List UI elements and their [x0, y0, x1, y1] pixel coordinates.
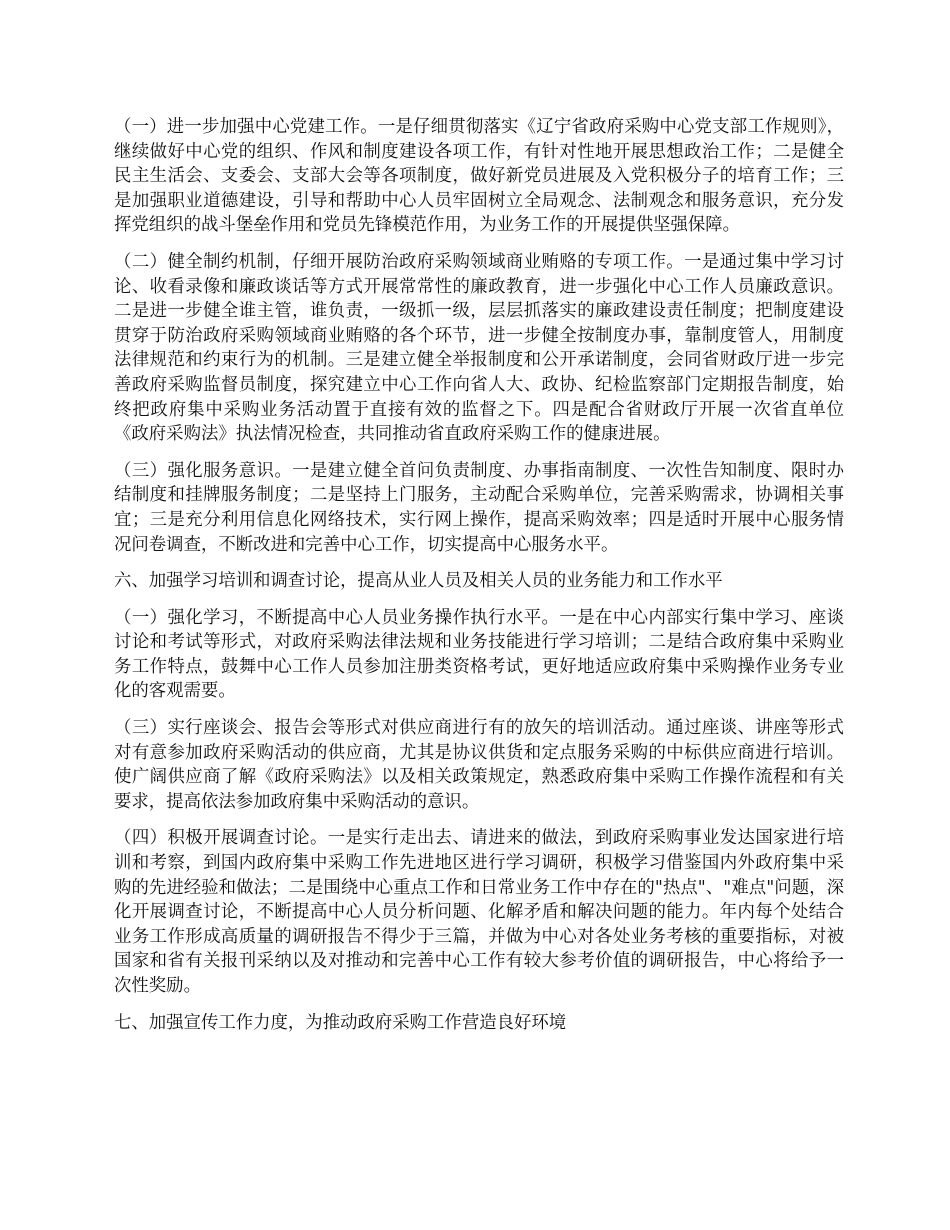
paragraph-strengthen-learning: （一）强化学习，不断提高中心人员业务操作执行水平。一是在中心内部实行集中学习、座谈讨论和考试等形式，对政府采购法律法规和业务技能进行学习培训；二是结合政府集中采购业务工作特点，鼓舞中心工作人员参加注册类资格考试，更好地适应政府集中采购操作业务专业化的客观需要。: [114, 607, 844, 702]
paragraph-party-building: （一）进一步加强中心党建工作。一是仔细贯彻落实《辽宁省政府采购中心党支部工作规则》，继续做好中心党的组织、作风和制度建设各项工作，有针对性地开展思想政治工作；二是健全民主生活会、支委会、支部大会等各项制度，做好新党员进展及入党积极分子的培育工作；三是加强职业道德建设，引导和帮助中心人员牢固树立全局观念、法制观念和服务意识，充分发挥党组织的战斗堡垒作用和党员先锋模范作用，为业务工作的开展提供坚强保障。: [114, 117, 844, 236]
paragraph-supplier-training: （三）实行座谈会、报告会等形式对供应商进行有的放矢的培训活动。通过座谈、讲座等形式对有意参加政府采购活动的供应商，尤其是协议供货和定点服务采购的中标供应商进行培训。使广阔供应商了解《政府采购法》以及相关政策规定，熟悉政府集中采购工作操作流程和有关要求，提高依法参加政府集中采购活动的意识。: [114, 718, 844, 812]
section-heading-seven: 七、加强宣传工作力度，为推动政府采购工作营造良好环境: [114, 1012, 567, 1033]
paragraph-service-awareness: （三）强化服务意识。一是建立健全首问负责制度、办事指南制度、一次性告知制度、限时办结制度和挂牌服务制度；二是坚持上门服务，主动配合采购单位，完善采购需求，协调相关事宜；三是充分利用信息化网络技术，实行网上操作，提高采购效率；四是适时开展中心服务情况问卷调查，不断改进和完善中心工作，切实提高中心服务水平。: [114, 460, 844, 555]
paragraph-research: （四）积极开展调查讨论。一是实行走出去、请进来的做法，到政府采购事业发达国家进行培训和考察，到国内政府集中采购工作先进地区进行学习调研，积极学习借鉴国内外政府集中采购的先进经验和做法；二是围绕中心重点工作和日常业务工作中存在的"热点"、"难点"问题，深化开展调查讨论，不断提高中心人员分析问题、化解矛盾和解决问题的能力。年内每个处结合业务工作形成高质量的调研报告不得少于三篇，并做为中心对各处业务考核的重要指标，对被国家和省有关报刊采纳以及对推动和完善中心工作有较大参考价值的调研报告，中心将给予一次性奖励。: [114, 828, 844, 996]
paragraph-restraint-mechanism: （二）健全制约机制，仔细开展防治政府采购领域商业贿赂的专项工作。一是通过集中学习讨论、收看录像和廉政谈话等方式开展常常性的廉政教育，进一步强化中心工作人员廉政意识。二是进一步健全谁主管，谁负责，一级抓一级，层层抓落实的廉政建设责任制度；把制度建设贯穿于防治政府采购领域商业贿赂的各个环节，进一步健全按制度办事，靠制度管人，用制度法律规范和约束行为的机制。三是建立健全举报制度和公开承诺制度，会同省财政厅进一步完善政府采购监督员制度，探究建立中心工作向省人大、政协、纪检监察部门定期报告制度，始终把政府集中采购业务活动置于直接有效的监督之下。四是配合省财政厅开展一次省直单位《政府采购法》执法情况检查，共同推动省直政府采购工作的健康进展。: [114, 251, 844, 445]
document-page: [114, 115, 844, 1047]
section-heading-six: 六、加强学习培训和调查讨论，提高从业人员及相关人员的业务能力和工作水平: [114, 571, 723, 592]
